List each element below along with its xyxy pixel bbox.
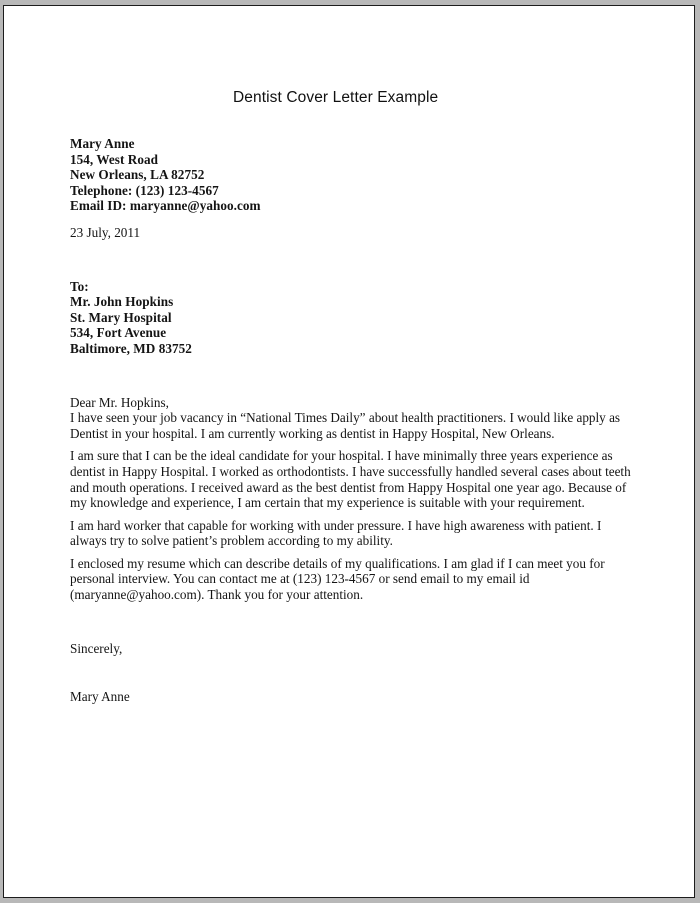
recipient-address-block (70, 279, 636, 357)
body-paragraph: I am hard worker that capable for working with under pressure. I have high awareness with patient. I always try to solve patient’s problem according to my ability. (70, 517, 602, 549)
recipient-organization: St. Mary Hospital (70, 309, 172, 325)
recipient-city-state-zip: Baltimore, MD 83752 (70, 340, 192, 356)
letter-date: 23 July, 2011 (70, 224, 141, 240)
page-title: Dentist Cover Letter Example (233, 89, 439, 106)
sender-address-block (70, 136, 636, 214)
sender-name: Mary Anne (70, 136, 135, 151)
body-paragraph: I have seen your job vacancy in “National Times Daily” about health practitioners. I would like apply as Dentist in your hospital. I am currently working as dentist in Happy Hospital, New Orleans. (70, 410, 621, 441)
closing-line: Sincerely, (70, 640, 123, 656)
sender-street: 154, West Road (70, 151, 159, 167)
document-page-frame (3, 5, 695, 898)
salutation: Dear Mr. Hopkins, (70, 394, 169, 410)
sender-email: Email ID: maryanne@yahoo.com (70, 198, 261, 214)
recipient-street: 534, Fort Avenue (70, 325, 167, 341)
recipient-label: To: (70, 278, 89, 294)
body-paragraph: I am sure that I can be the ideal candidate for your hospital. I have minimally three years experience as dentist in Happy Hospital. I worked as orthodontists. I have successfully handled several cases about teeth and mouth operations. I received award as the best dentist from Happy Hospital one year ago. Because of my knowledge and experience, I am certain that my experience is suitable with your requirement. (70, 448, 631, 511)
recipient-name: Mr. John Hopkins (70, 294, 174, 310)
body-paragraph: I enclosed my resume which can describe details of my qualifications. I am glad if I can meet you for personal interview. You can contact me at (123) 123-4567 or send email to my email id (maryanne@yahoo.com). Thank you for your attention. (70, 555, 605, 603)
letter-body (70, 136, 636, 705)
document-sheet (4, 6, 694, 897)
sender-telephone: Telephone: (123) 123-4567 (70, 182, 219, 198)
sender-city-state-zip: New Orleans, LA 82752 (70, 167, 205, 183)
signature-name: Mary Anne (70, 689, 130, 705)
